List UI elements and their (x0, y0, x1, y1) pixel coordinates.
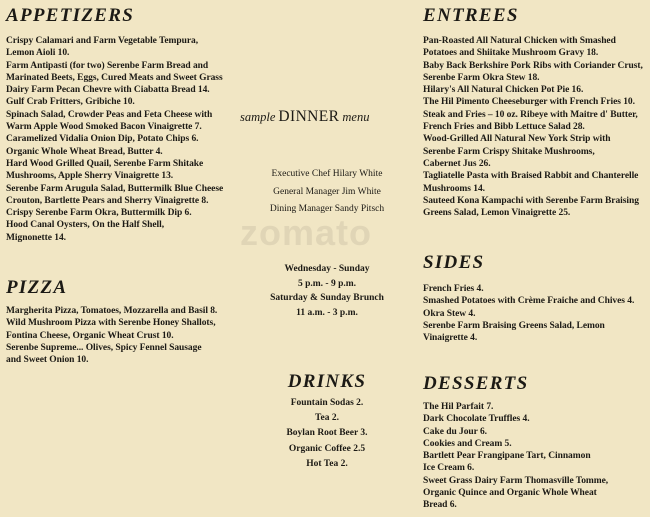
staff-list (232, 166, 422, 219)
menu-item-line: Tagliatelle Pasta with Braised Rabbit and Chanterelle (423, 171, 639, 182)
entrees-list (423, 35, 643, 219)
menu-item-line: Baby Back Berkshire Pork Ribs with Coriander Crust, (423, 60, 643, 71)
drink-item: Fountain Sodas 2. (290, 398, 364, 408)
menu-item-line: Mignonette 14. (6, 232, 66, 243)
menu-item-line: Sauteed Kona Kampachi with Serenbe Farm Braising (423, 195, 639, 206)
menu-item-line: Serenbe Farm Crispy Shitake Mushrooms, (423, 146, 595, 157)
hours-line: 11 a.m. - 3 p.m. (296, 307, 358, 318)
drink-item: Organic Coffee 2.5 (288, 443, 366, 454)
menu-item-line: Greens Salad, Lemon Vinaigrette 25. (423, 208, 571, 219)
menu-item-line: Serenbe Farm Arugula Salad, Buttermilk Blue Cheese (6, 183, 224, 194)
desserts-list (423, 401, 608, 512)
menu-item-line: Ice Cream 6. (423, 463, 475, 474)
menu-item-line: Bread 6. (423, 500, 457, 511)
menu-item-line: Organic Quince and Organic Whole Wheat (423, 488, 597, 499)
sides-heading: SIDES (423, 252, 485, 273)
menu-item-line: Okra Stew 4. (423, 308, 476, 319)
menu-item-line: Wild Mushroom Pizza with Serenbe Honey Shallots, (6, 318, 216, 329)
menu-item-line: Wood-Grilled All Natural New York Strip with (423, 134, 611, 145)
desserts-heading: DESSERTS (423, 373, 529, 394)
menu-item-line: Mushrooms 14. (423, 183, 485, 194)
menu-title-suffix: menu (342, 110, 370, 124)
menu-item-line: Hard Wood Grilled Quail, Serenbe Farm Shitake (6, 158, 204, 169)
entrees-heading: ENTREES (423, 5, 519, 26)
menu-item-line: Fontina Cheese, Organic Wheat Crust 10. (6, 330, 174, 341)
hours-list (232, 262, 422, 320)
menu-item-line: The Hil Parfait 7. (423, 402, 494, 412)
menu-item-line: Crispy Calamari and Farm Vegetable Tempura, (6, 36, 199, 46)
menu-item-line: Steak and Fries – 10 oz. Ribeye with Maitre d' Butter, (423, 109, 638, 120)
menu-item-line: Sweet Grass Dairy Farm Thomasville Tomme, (423, 475, 609, 486)
menu-item-line: Pan-Roasted All Natural Chicken with Smashed (423, 36, 616, 46)
staff-line: Executive Chef Hilary White (271, 169, 383, 179)
menu-item-line: Vinaigrette 4. (423, 333, 478, 344)
drink-item: Boylan Root Beer 3. (286, 428, 368, 439)
pizza-list (6, 305, 217, 366)
menu-item-line: Hood Canal Oysters, On the Half Shell, (6, 220, 165, 231)
menu-title-main: DINNER (278, 108, 340, 125)
menu-item-line: Dairy Farm Pecan Chevre with Ciabatta Bread 14. (6, 85, 210, 96)
menu-item-line: Caramelized Vidalia Onion Dip, Potato Chips 6. (6, 134, 199, 145)
menu-item-line: Serenbe Supreme... Olives, Spicy Fennel Sausage (6, 342, 202, 353)
sides-section (423, 252, 634, 344)
menu-title-prefix: sample (240, 110, 276, 124)
menu-item-line: The Hil Pimento Cheeseburger with French Fries 10. (423, 97, 635, 108)
menu-item-line: Crispy Serenbe Farm Okra, Buttermilk Dip 6. (6, 208, 192, 219)
menu-item-line: Lemon Aioli 10. (6, 48, 70, 59)
menu-item-line: Organic Whole Wheat Bread, Butter 4. (6, 146, 163, 157)
entrees-section (423, 5, 643, 219)
drink-item: Hot Tea 2. (306, 458, 348, 469)
pizza-heading: PIZZA (6, 277, 68, 298)
menu-item-line: Cake du Jour 6. (423, 426, 488, 437)
menu-item-line: and Sweet Onion 10. (6, 355, 89, 366)
staff-line: Dining Manager Sandy Pitsch (269, 204, 385, 214)
menu-item-line: Gulf Crab Fritters, Gribiche 10. (6, 97, 135, 108)
menu-item-line: Farm Antipasti (for two) Serenbe Farm Bread and (6, 60, 209, 71)
menu-item-line: Crouton, Bartlette Pears and Sherry Vinaigrette 8. (6, 195, 209, 206)
menu-item-line: Mushrooms, Apple Sherry Vinaigrette 13. (6, 171, 174, 182)
menu-item-line: Warm Apple Wood Smoked Bacon Vinaigrette 7. (6, 122, 202, 133)
menu-item-line: Serenbe Farm Braising Greens Salad, Lemon (423, 320, 605, 331)
menu-item-line: French Fries 4. (423, 284, 484, 294)
appetizers-list (6, 35, 223, 244)
drinks-heading: DRINKS (287, 371, 367, 392)
appetizers-heading: APPETIZERS (6, 5, 135, 26)
menu-item-line: Potatoes and Shiitake Mushroom Gravy 18. (423, 48, 599, 59)
appetizers-section (6, 5, 223, 244)
menu-item-line: Spinach Salad, Crowder Peas and Feta Cheese with (6, 109, 213, 120)
menu-item-line: Dark Chocolate Truffles 4. (423, 414, 530, 425)
menu-item-line: French Fries and Bibb Lettuce Salad 28. (423, 122, 585, 133)
hours-line: Wednesday - Sunday (284, 264, 370, 274)
staff-line: General Manager Jim White (273, 186, 381, 197)
pizza-section (6, 277, 217, 366)
menu-item-line: Hilary's All Natural Chicken Pot Pie 16. (423, 85, 584, 96)
sides-list (423, 283, 634, 344)
drink-item: Tea 2. (315, 413, 339, 424)
menu-item-line: Cookies and Cream 5. (423, 438, 512, 449)
menu-item-line: Cabernet Jus 26. (423, 158, 491, 169)
desserts-section (423, 373, 608, 512)
hours-line: 5 p.m. - 9 p.m. (297, 278, 357, 289)
menu-item-line: Smashed Potatoes with Crème Fraiche and Chives 4. (423, 296, 635, 307)
menu-item-line: Marinated Beets, Eggs, Cured Meats and Sweet Grass (6, 72, 223, 83)
drinks-list (232, 396, 422, 472)
watermark: zomato (240, 212, 372, 253)
menu-item-line: Margherita Pizza, Tomatoes, Mozzarella and Basil 8. (6, 306, 218, 316)
menu-item-line: Bartlett Pear Frangipane Tart, Cinnamon (423, 451, 591, 462)
menu-item-line: Serenbe Farm Okra Stew 18. (423, 72, 540, 83)
menu-title (240, 108, 430, 126)
hours-line: Saturday & Sunday Brunch (270, 293, 384, 303)
